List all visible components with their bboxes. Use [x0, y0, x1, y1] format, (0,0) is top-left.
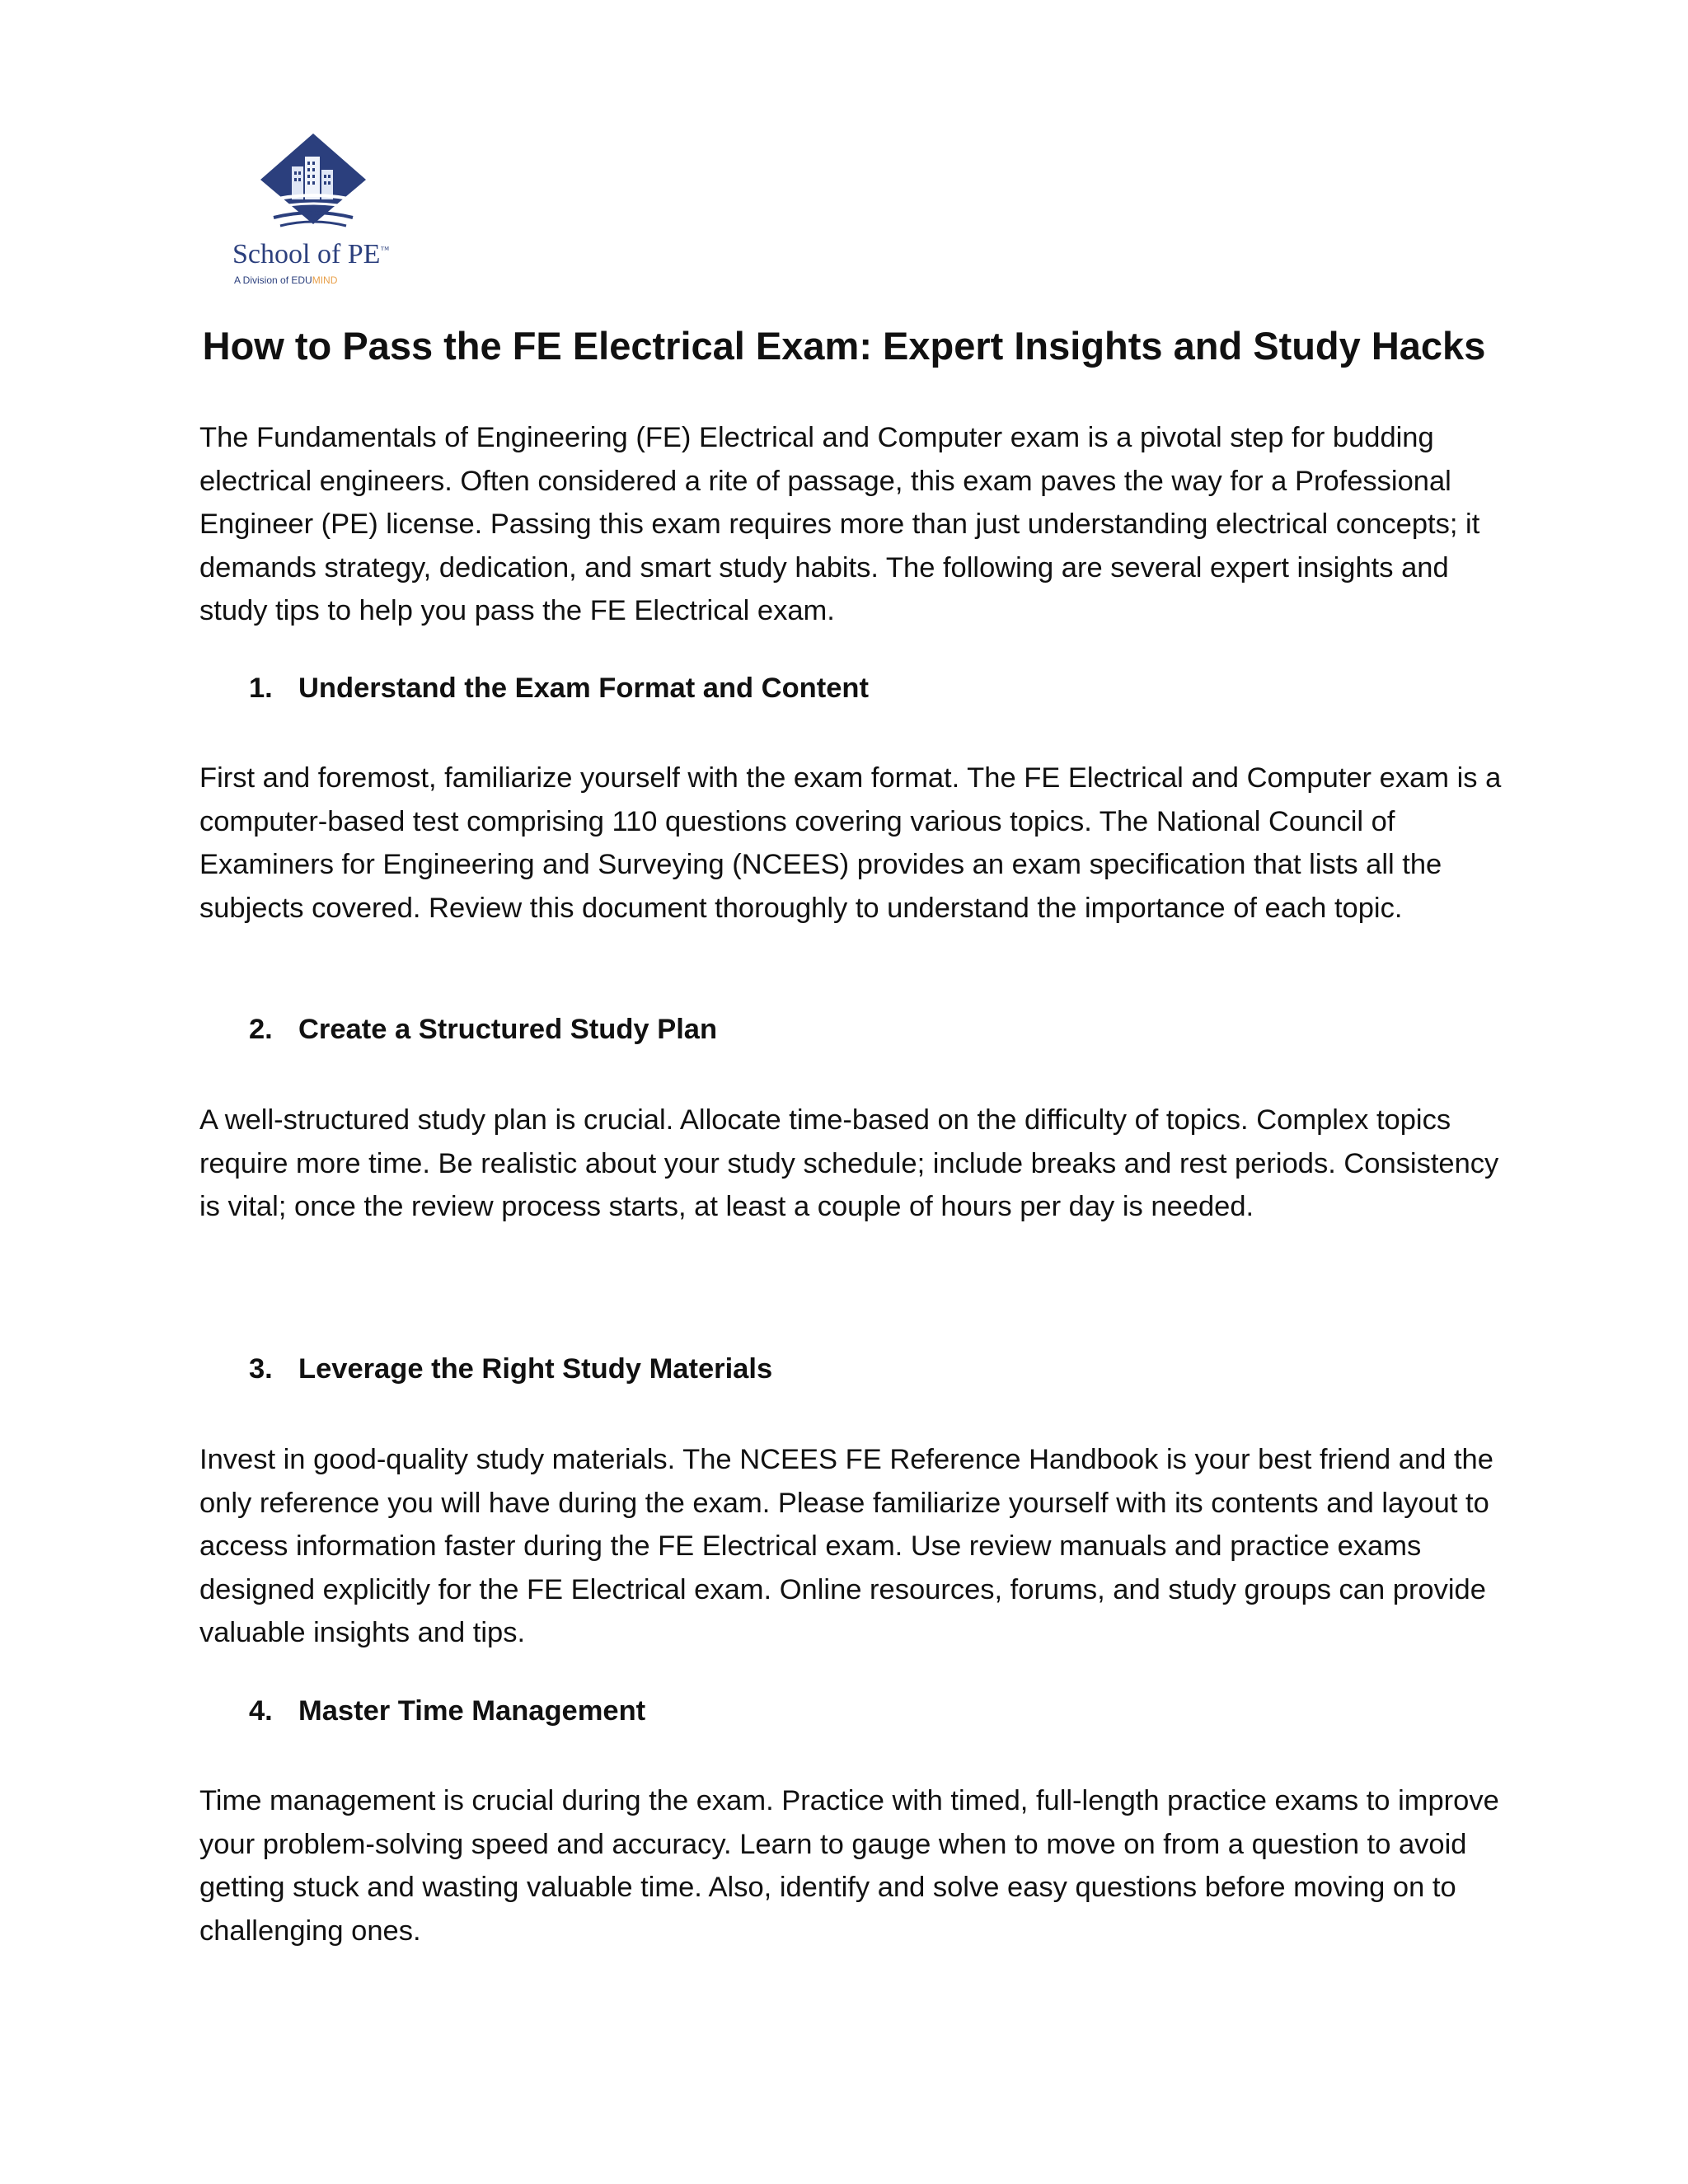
logo-tagline: A Division of EDUMIND: [234, 274, 338, 286]
school-of-pe-logo: [229, 132, 402, 297]
intro-paragraph: The Fundamentals of Engineering (FE) Electrical and Computer exam is a pivotal step for budding electrical engineers. Often considered a rite of passage, this exam paves the way for a Professional Engineer (PE) license. Passing this exam requires more than just understanding electrical concepts; it demands strategy, dedication, and smart study habits. The following are several expert insights and study tips to help you pass the FE Electrical exam.: [199, 422, 1480, 626]
section-heading-4: 4. Master Time Management: [249, 1695, 646, 1727]
section-heading-2: 2. Create a Structured Study Plan: [249, 1014, 718, 1045]
section-body-4: Time management is crucial during the exam. Practice with timed, full-length practice exams to improve your problem-solving speed and accuracy. Learn to gauge when to move on from a question to avoid getting stuck and wasting valuable time. Also, identify and solve easy questions before moving on to challenging ones.: [199, 1785, 1499, 1947]
section-heading-3: 3. Leverage the Right Study Materials: [249, 1353, 773, 1385]
section-body-1: First and foremost, familiarize yourself with the exam format. The FE Electrical and Computer exam is a computer-based test comprising 110 questions covering various topics. The National Council of Examiners for Engineering and Surveying (NCEES) provides an exam specification that lists all the subjects covered. Review this document thoroughly to understand the importance of each topic.: [199, 762, 1502, 924]
section-heading-1: 1. Understand the Exam Format and Content: [249, 673, 869, 704]
building-logo-icon: [256, 132, 371, 237]
document-title: How to Pass the FE Electrical Exam: Expert Insights and Study Hacks: [202, 324, 1486, 368]
section-body-2: A well-structured study plan is crucial. Allocate time-based on the difficulty of topics. Complex topics require more time. Be realistic about your study schedule; include breaks and rest periods. Consistency is vital; once the review process starts, at least a couple of hours per day is needed.: [199, 1104, 1499, 1222]
logo-wordmark: School of PE™: [232, 239, 390, 269]
section-body-3: Invest in good-quality study materials. The NCEES FE Reference Handbook is your best friend and the only reference you will have during the exam. Please familiarize yourself with its contents and layout to access information faster during the FE Electrical exam. Use review manuals and practice exams designed explicitly for the FE Electrical exam. Online resources, forums, and study groups can provide valuable insights and tips.: [199, 1444, 1493, 1648]
